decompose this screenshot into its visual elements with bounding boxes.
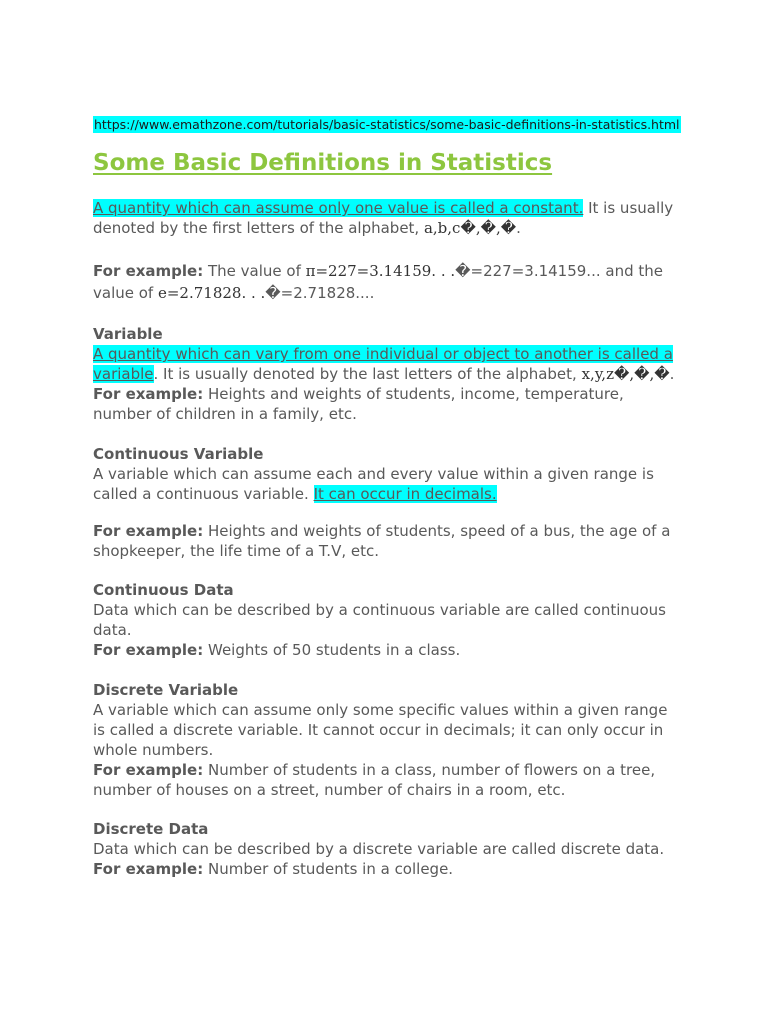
variable-example-paragraph (93, 384, 683, 424)
continuous-variable-highlight: It can occur in decimals. (313, 485, 497, 503)
source-url-link[interactable]: https://www.emathzone.com/tutorials/basic-statistics/some-basic-definitions-in-statistics.html (94, 117, 680, 132)
variable-heading: Variable (93, 325, 163, 343)
constant-symbols-math: a,b,c�,�,� (423, 219, 517, 237)
constant-definition-paragraph (93, 198, 683, 238)
constant-definition-highlight: A quantity which can assume only one value is called a constant. (93, 199, 584, 217)
e-value-math: e=2.71828. . . (157, 284, 266, 302)
constant-definition-end: . (516, 219, 521, 237)
continuous-data-heading: Continuous Data (93, 581, 234, 599)
continuous-variable-heading: Continuous Variable (93, 445, 264, 463)
continuous-variable-example-text: Heights and weights of students, speed of a bus, the age of a shopkeeper, the life time of a T.V, etc. (93, 522, 671, 560)
variable-definition-highlight: A quantity which can vary from one individual or object to another is called a variable (93, 345, 673, 383)
continuous-variable-example-label: For example: (93, 522, 204, 540)
page-title: Some Basic Definitions in Statistics (93, 150, 553, 176)
discrete-data-heading: Discrete Data (93, 820, 209, 838)
continuous-data-example-paragraph (93, 640, 683, 660)
variable-example-label: For example: (93, 385, 204, 403)
constant-example-text-b: �=227=3.14159... and the value of (93, 262, 663, 302)
discrete-data-example-label: For example: (93, 860, 204, 878)
constant-example-paragraph (93, 260, 683, 304)
discrete-variable-example-text: Number of students in a class, number of flowers on a tree, number of houses on a street, number of chairs in a room, etc. (93, 761, 656, 799)
discrete-variable-heading: Discrete Variable (93, 681, 239, 699)
continuous-data-example-text: Weights of 50 students in a class. (203, 641, 461, 659)
pi-value-math: π=227=3.14159. . . (305, 262, 456, 280)
constant-definition-text: It is usually denoted by the first letters of the alphabet, (93, 199, 674, 237)
variable-definition-end: . (669, 365, 675, 383)
discrete-data-text: Data which can be described by a discrete variable are called discrete data. (93, 840, 665, 858)
constant-example-label: For example: (93, 262, 204, 280)
variable-definition-paragraph (93, 344, 683, 384)
continuous-variable-paragraph (93, 464, 683, 504)
continuous-variable-text: A variable which can assume each and every value within a given range is called a continuous variable. (93, 465, 654, 503)
continuous-data-example-label: For example: (93, 641, 204, 659)
variable-symbols-math: x,y,z�,�,� (581, 365, 670, 383)
continuous-data-text: Data which can be described by a continuous variable are called continuous data. (93, 601, 666, 639)
variable-definition-text: . It is usually denoted by the last letters of the alphabet, (153, 365, 582, 383)
discrete-data-example-paragraph (93, 859, 683, 879)
discrete-data-example-text: Number of students in a college. (203, 860, 454, 878)
continuous-variable-example-paragraph (93, 521, 683, 561)
discrete-variable-text: A variable which can assume only some specific values within a given range is called a discrete variable. It cannot occur in decimals; it can only occur in whole numbers. (93, 701, 668, 759)
variable-example-text: Heights and weights of students, income, temperature, number of children in a family, etc. (93, 385, 624, 423)
document-body (93, 114, 683, 879)
constant-example-text-c: �=2.71828.... (265, 284, 375, 302)
constant-example-text-a: The value of (203, 262, 306, 280)
discrete-variable-example-paragraph (93, 760, 683, 800)
discrete-variable-example-label: For example: (93, 761, 204, 779)
